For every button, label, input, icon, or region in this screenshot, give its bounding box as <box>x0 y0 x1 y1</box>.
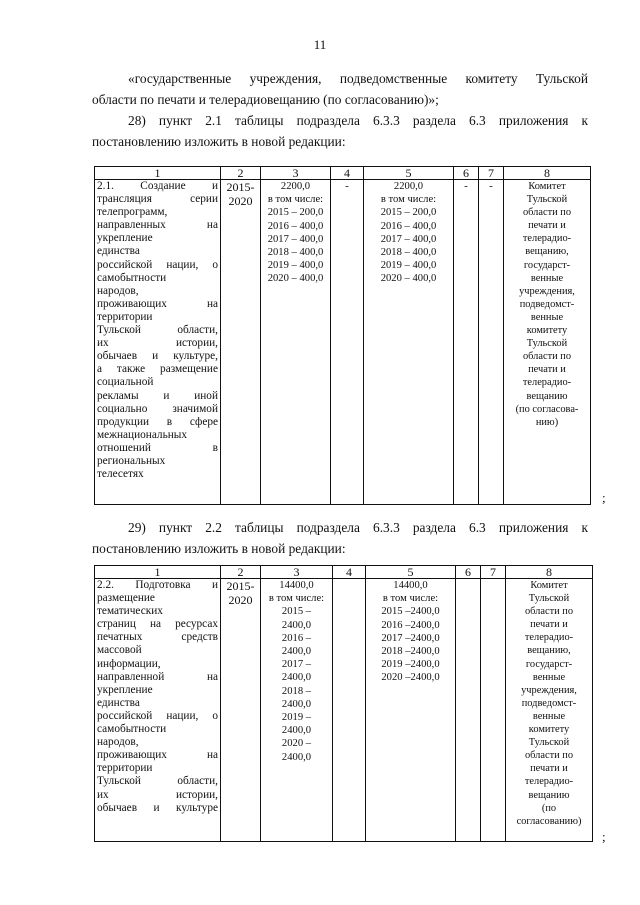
cell-text-line: 2015- <box>226 579 255 593</box>
cell-text-line: размещение <box>97 592 155 605</box>
cell-text-line: 2015 – 200,0 <box>267 207 324 219</box>
cell-years <box>221 180 261 505</box>
cell-text-line: рекламы и иной <box>97 389 218 402</box>
cell-text-line: обычаев и культуре <box>97 801 218 814</box>
cell-text-line: самобытности <box>97 271 167 284</box>
cell-text-line: телепрограмм, <box>97 206 168 219</box>
cell-text-line: области по <box>522 351 572 363</box>
cell-text-line: 2400,0 <box>281 698 312 710</box>
header-col-5: 5 <box>366 566 456 579</box>
cell-text-line: 2400,0 <box>281 725 312 737</box>
cell-text-line: 2.1. Создание и <box>97 180 218 192</box>
cell-text-line: народов, <box>97 284 139 297</box>
cell-text-line: подведомст- <box>521 697 577 709</box>
item-28-line-2: постановлению изложить в новой редакции: <box>92 134 346 149</box>
cell-text-line: учреждения, <box>519 285 575 297</box>
header-col-2: 2 <box>221 167 261 180</box>
cell-text-line: в том числе: <box>267 194 324 206</box>
cell-text-line: 2020 – 400,0 <box>380 273 437 285</box>
cell-text-line: телесетях <box>97 468 144 481</box>
cell-text-line: региональных <box>97 454 166 467</box>
header-col-4: 4 <box>333 566 366 579</box>
cell-text-line: 2200,0 <box>393 181 424 192</box>
header-col-3: 3 <box>261 167 331 180</box>
cell-total-funding <box>261 579 333 842</box>
cell-text-line: 2015 – 200,0 <box>380 207 437 219</box>
cell-text-line: 2020 –2400,0 <box>381 672 440 684</box>
cell-text-line: 2020 <box>228 194 253 208</box>
cell-text-line: 2400,0 <box>281 646 312 658</box>
cell-text-line: (по <box>541 802 557 814</box>
table-header-row <box>95 167 591 180</box>
cell-text-line: телерадио- <box>522 233 572 245</box>
cell-text-line: 2020 – 400,0 <box>267 273 324 285</box>
cell-text-line: направленных на <box>97 219 218 232</box>
cell-col-4 <box>333 579 366 842</box>
cell-text-line: проживающих на <box>97 297 218 310</box>
cell-responsible <box>506 579 593 842</box>
cell-text-line: Тульской <box>528 593 570 605</box>
cell-text-line: печати и <box>528 220 566 232</box>
cell-text-line: 2016 – <box>281 632 312 644</box>
cell-total-funding <box>261 180 331 505</box>
cell-text-line: области по <box>524 750 574 762</box>
cell-text-line: подведомст- <box>519 298 575 310</box>
cell-text-line: в том числе: <box>382 593 439 605</box>
cell-text-line: 14400,0 <box>393 580 428 591</box>
item-29-line-2: постановлению изложить в новой редакции: <box>92 541 346 556</box>
table-1-semicolon: ; <box>602 490 606 505</box>
cell-text-line: 2017 – 400,0 <box>380 233 437 245</box>
header-col-4: 4 <box>331 167 364 180</box>
cell-text-line: вещанию, <box>525 246 569 258</box>
cell-activity-name <box>95 180 221 505</box>
cell-text-line: в том числе: <box>380 194 437 206</box>
intro-paragraph <box>92 68 588 110</box>
cell-text-line: народов, <box>97 736 139 749</box>
cell-text-line: Тульской <box>526 338 568 350</box>
cell-text-line: единства <box>97 245 140 258</box>
cell-text-line: комитету <box>526 325 568 337</box>
header-col-3: 3 <box>261 566 333 579</box>
cell-text-line: учреждения, <box>521 684 577 696</box>
cell-text-line: Тульской <box>526 194 568 206</box>
cell-text-line: нию) <box>535 416 559 428</box>
cell-text-line: 2017 – <box>281 659 312 671</box>
cell-text-line: социально значимой <box>97 402 218 415</box>
cell-text-line: печати и <box>528 364 566 376</box>
header-col-8: 8 <box>506 566 593 579</box>
cell-text-line: в том числе: <box>268 593 325 605</box>
cell-text-line: массовой <box>97 644 142 657</box>
header-col-6: 6 <box>454 167 479 180</box>
cell-text-line: тематических <box>97 605 163 618</box>
cell-text-line: 2.2. Подготовка и <box>97 579 218 591</box>
cell-text-line: а также размещение <box>97 363 218 376</box>
cell-text-line: печати и <box>530 763 568 775</box>
cell-text-line: 2018 –2400,0 <box>381 646 440 658</box>
header-col-5: 5 <box>364 167 454 180</box>
cell-text-line: согласованию) <box>516 815 582 827</box>
cell-text-line: 14400,0 <box>279 580 314 591</box>
cell-text-line: 2016 – 400,0 <box>380 220 437 232</box>
cell-text-line: телерадио- <box>522 377 572 389</box>
cell-text-line: области по <box>522 207 572 219</box>
table-row <box>95 180 591 505</box>
cell-text-line: межнациональных <box>97 428 187 441</box>
cell-text-line: комитету <box>528 724 570 736</box>
cell-text-line: 2400,0 <box>281 619 312 631</box>
cell-text-line: 2018 – <box>281 685 312 697</box>
cell-text-line: единства <box>97 696 140 709</box>
header-col-1: 1 <box>95 566 221 579</box>
cell-years <box>221 579 261 842</box>
cell-text-line: телерадио- <box>524 632 574 644</box>
cell-text-line: 2020 – <box>281 738 312 750</box>
cell-text-line: Тульской области, <box>97 324 218 337</box>
page-number: 11 <box>313 37 327 52</box>
table-header-row <box>95 566 593 579</box>
cell-text-line: 2016 –2400,0 <box>381 619 440 631</box>
cell-text-line: территории <box>97 310 153 323</box>
table-item-2-2 <box>94 565 593 842</box>
cell-col-6 <box>456 579 481 842</box>
cell-text-line: венные <box>530 311 564 323</box>
cell-text-line: обычаев и культуре, <box>97 350 218 363</box>
cell-col-4: - <box>331 180 364 505</box>
cell-text-line: 2019 – 400,0 <box>380 260 437 272</box>
cell-text-line: 2015 –2400,0 <box>381 606 440 618</box>
cell-text-line: российской нации, о <box>97 258 218 271</box>
item-28-line-1: 28) пункт 2.1 таблицы подраздела 6.3.3 раздела 6.3 приложения к <box>128 113 588 128</box>
cell-text-line: 2018 – 400,0 <box>380 247 437 259</box>
cell-col-6: - <box>454 180 479 505</box>
cell-activity-name <box>95 579 221 842</box>
cell-text-line: венные <box>530 272 564 284</box>
cell-text-line: их истории, <box>97 337 218 350</box>
cell-text-line: 2018 – 400,0 <box>267 247 324 259</box>
cell-text-line: печатных средств <box>97 631 218 644</box>
cell-text-line: государст- <box>525 658 573 670</box>
cell-text-line: 2019 – <box>281 712 312 724</box>
cell-col-7: - <box>479 180 504 505</box>
cell-text-line: вещанию <box>528 789 570 801</box>
cell-text-line: 2400,0 <box>281 672 312 684</box>
cell-text-line: венные <box>532 710 566 722</box>
cell-col-7 <box>481 579 506 842</box>
cell-text-line: 2015- <box>226 180 255 194</box>
cell-text-line: их истории, <box>97 788 218 801</box>
cell-text-line: Комитет <box>530 580 568 591</box>
cell-text-line: страниц на ресурсах <box>97 618 218 631</box>
header-col-7: 7 <box>479 167 504 180</box>
cell-text-line: 2016 – 400,0 <box>267 220 324 232</box>
cell-text-line: 2019 –2400,0 <box>381 659 440 671</box>
header-col-8: 8 <box>504 167 591 180</box>
cell-text-line: 2019 – 400,0 <box>267 260 324 272</box>
cell-text-line: 2020 <box>228 593 253 607</box>
header-col-6: 6 <box>456 566 481 579</box>
cell-text-line: укрепление <box>97 232 153 245</box>
intro-line-2: области по печати и телерадиовещанию (по согласованию)»; <box>92 92 439 107</box>
table-item-2-1 <box>94 166 591 505</box>
cell-text-line: вещанию, <box>527 645 571 657</box>
cell-regional-funding <box>364 180 454 505</box>
cell-text-line: (по согласова- <box>515 403 579 415</box>
item-28-paragraph <box>92 110 588 152</box>
cell-text-line: территории <box>97 762 153 775</box>
cell-text-line: 2017 – 400,0 <box>267 233 324 245</box>
cell-text-line: укрепление <box>97 683 153 696</box>
item-29-line-1: 29) пункт 2.2 таблицы подраздела 6.3.3 раздела 6.3 приложения к <box>128 520 588 535</box>
cell-text-line: направленной на <box>97 670 218 683</box>
cell-text-line: 2400,0 <box>281 751 312 763</box>
cell-text-line: трансляция серии <box>97 193 218 206</box>
cell-text-line: государст- <box>523 259 571 271</box>
table-row <box>95 579 593 842</box>
cell-text-line: Тульской <box>528 737 570 749</box>
table-2-semicolon: ; <box>602 829 606 844</box>
cell-text-line: венные <box>532 671 566 683</box>
cell-text-line: Тульской области, <box>97 775 218 788</box>
item-29-paragraph <box>92 517 588 559</box>
cell-text-line: социальной <box>97 376 154 389</box>
cell-text-line: отношений в <box>97 441 218 454</box>
cell-text-line: продукции в сфере <box>97 415 218 428</box>
cell-text-line: 2015 – <box>281 606 312 618</box>
cell-regional-funding <box>366 579 456 842</box>
cell-text-line: 2017 –2400,0 <box>381 632 440 644</box>
cell-text-line: информации, <box>97 657 161 670</box>
intro-line-1: «государственные учреждения, подведомственные комитету Тульской <box>128 71 588 86</box>
cell-text-line: самобытности <box>97 723 167 736</box>
cell-text-line: телерадио- <box>524 776 574 788</box>
cell-text-line: Комитет <box>528 181 566 192</box>
header-col-7: 7 <box>481 566 506 579</box>
cell-text-line: области по <box>524 606 574 618</box>
header-col-2: 2 <box>221 566 261 579</box>
cell-text-line: вещанию <box>526 390 568 402</box>
cell-text-line: российской нации, о <box>97 709 218 722</box>
header-col-1: 1 <box>95 167 221 180</box>
cell-text-line: 2200,0 <box>280 181 311 192</box>
cell-text-line: печати и <box>530 619 568 631</box>
cell-responsible <box>504 180 591 505</box>
cell-text-line: проживающих на <box>97 749 218 762</box>
